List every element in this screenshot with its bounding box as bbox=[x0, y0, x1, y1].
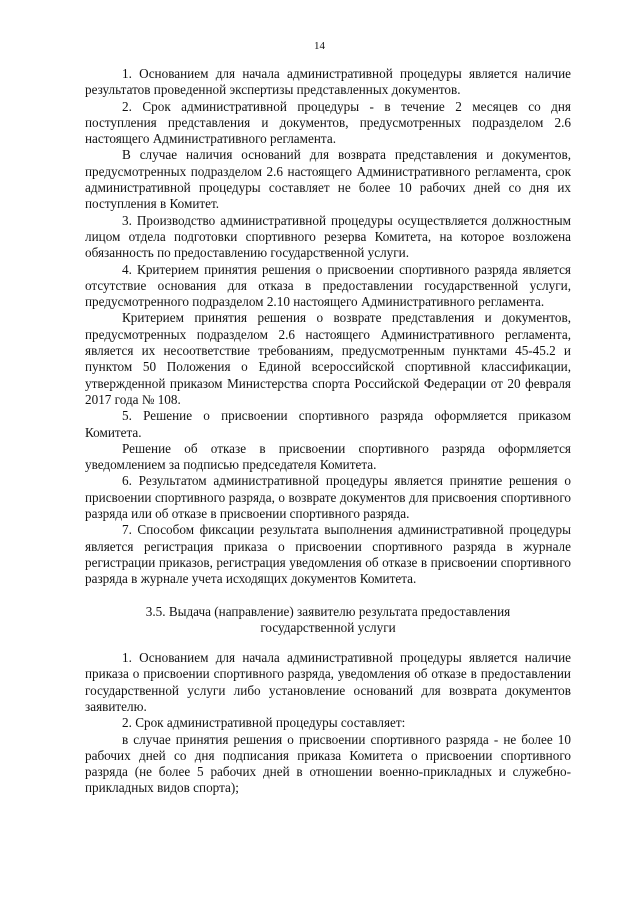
paragraph-issue-term-case: в случае принятия решения о присвоении спортивного разряда - не более 10 рабочих дней со дня подписания приказа Комитета о присвоении спортивного разряда (не более 5 рабочих дней в отношении военно-прикладных и служебно-прикладных видов спорта); bbox=[85, 731, 571, 796]
paragraph-decision-order: 5. Решение о присвоении спортивного разряда оформляется приказом Комитета. bbox=[85, 408, 571, 440]
document-body bbox=[85, 66, 571, 797]
paragraph-issue-basis: 1. Основанием для начала административной процедуры является наличие приказа о присвоении спортивного разряда, уведомления об отказе в предоставлении государственной услуги либо установление оснований для возврата документов заявителю. bbox=[85, 650, 571, 714]
paragraph-assignment-criterion: 4. Критерием принятия решения о присвоении спортивного разряда является отсутствие основания для отказа в предоставлении государственной услуги, предусмотренного подразделом 2.10 настоящего Административного регламента. bbox=[85, 261, 571, 310]
paragraph-result-recording: 7. Способом фиксации результата выполнения административной процедуры является регистрация приказа о присвоении спортивного разряда в журнале регистрации приказов, регистрация уведомления об отказе в присвоении спортивного разряда в журнале учета исходящих документов Комитета. bbox=[85, 522, 571, 587]
section-heading-line-2: государственной услуги bbox=[260, 619, 396, 635]
page-number: 14 bbox=[314, 40, 325, 52]
paragraph-issue-term: 2. Срок административной процедуры составляет: bbox=[122, 715, 406, 731]
paragraph-basis-start: 1. Основанием для начала административной процедуры является наличие результатов проведенной экспертизы представленных документов. bbox=[85, 66, 571, 98]
paragraph-procedure-result: 6. Результатом административной процедуры является принятие решения о присвоении спортивного разряда, о возврате документов для присвоения спортивного разряда или об отказе в присвоении спортивного разряда. bbox=[85, 473, 571, 522]
paragraph-responsible-official: 3. Производство административной процедуры осуществляется должностным лицом отдела подготовки спортивного резерва Комитета, на которое возложена обязанность по предоставлению государственной услуги. bbox=[85, 212, 571, 261]
paragraph-return-term: В случае наличия оснований для возврата представления и документов, предусмотренных подразделом 2.6 настоящего Административного регламента, срок административной процедуры составляет не более 10 рабочих дней со дня их поступления в Комитет. bbox=[85, 147, 571, 212]
paragraph-procedure-term: 2. Срок административной процедуры - в течение 2 месяцев со дня поступления представления и документов, предусмотренных подразделом 2.6 настоящего Административного регламента. bbox=[85, 98, 571, 147]
paragraph-refusal-notice: Решение об отказе в присвоении спортивного разряда оформляется уведомлением за подписью председателя Комитета. bbox=[85, 440, 571, 473]
section-heading-line-1: 3.5. Выдача (направление) заявителю результата предоставления bbox=[145, 603, 511, 619]
paragraph-return-criterion: Критерием принятия решения о возврате представления и документов, предусмотренных подразделом 2.6 настоящего Административного регламента, является их несоответствие требованиям, предусмотренным пунктами 45-45.2 и пунктом 50 Положения о Единой всероссийской спортивной классификации, утвержденной приказом Министерства спорта Российской Федерации от 20 февраля 2017 года № 108. bbox=[85, 310, 571, 407]
section-heading bbox=[85, 604, 571, 637]
